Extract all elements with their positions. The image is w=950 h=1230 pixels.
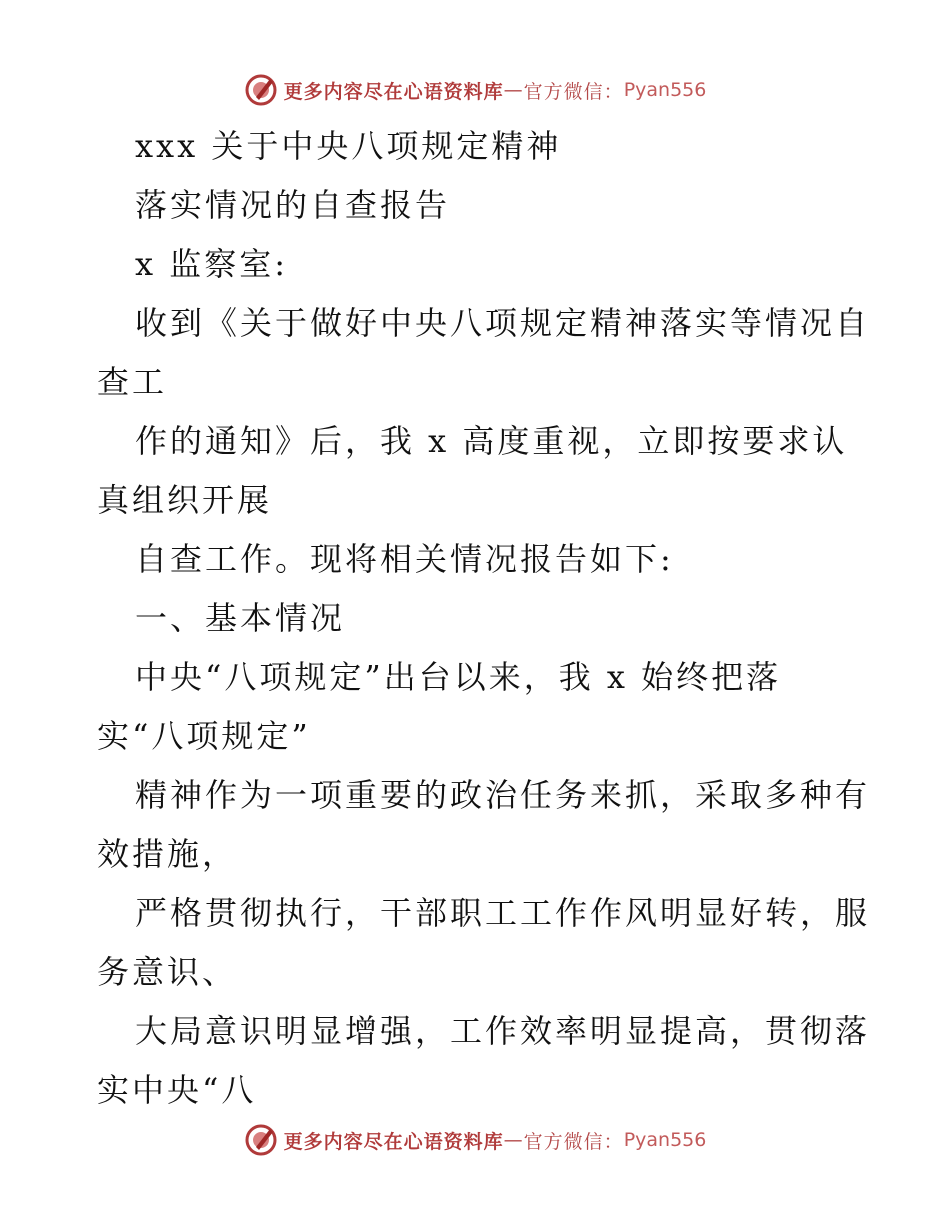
paragraph-line: 查工 bbox=[97, 363, 168, 401]
pen-logo-icon bbox=[244, 73, 278, 107]
watermark-wechat-id: Pyan556 bbox=[623, 1129, 707, 1151]
section-heading: 一、基本情况 bbox=[135, 599, 346, 637]
header-watermark bbox=[0, 70, 950, 110]
watermark-brand: 更多内容尽在心语资料库 bbox=[283, 80, 504, 103]
pen-logo-icon bbox=[244, 1123, 278, 1157]
watermark-separator: — bbox=[503, 1129, 524, 1151]
paragraph-line: 严格贯彻执行，干部职工工作作风明显好转，服 bbox=[135, 894, 871, 932]
watermark-wechat-label: 官方微信： bbox=[523, 80, 624, 103]
watermark-brand: 更多内容尽在心语资料库 bbox=[283, 1130, 504, 1153]
watermark-wechat-id: Pyan556 bbox=[623, 79, 707, 101]
paragraph-line: 实“八项规定” bbox=[97, 717, 311, 755]
paragraph-line: 真组织开展 bbox=[97, 481, 273, 519]
document-title-line-1: xxx 关于中央八项规定精神 bbox=[135, 127, 562, 165]
paragraph-line: 作的通知》后，我 x 高度重视，立即按要求认 bbox=[135, 422, 848, 460]
paragraph-line: 务意识、 bbox=[97, 953, 238, 991]
watermark-wechat-label: 官方微信： bbox=[523, 1130, 624, 1153]
paragraph-line: 自查工作。现将相关情况报告如下: bbox=[135, 540, 674, 578]
paragraph-line: 实中央“八 bbox=[97, 1071, 257, 1109]
paragraph-line: 中央“八项规定”出台以来，我 x 始终把落 bbox=[135, 658, 782, 696]
paragraph-line: 大局意识明显增强，工作效率明显提高，贯彻落 bbox=[135, 1012, 871, 1050]
paragraph-line: 精神作为一项重要的政治任务来抓，采取多种有 bbox=[135, 776, 871, 814]
document-title-line-2: 落实情况的自查报告 bbox=[135, 186, 451, 224]
paragraph-line: 效措施， bbox=[97, 835, 238, 873]
footer-watermark bbox=[0, 1120, 950, 1160]
watermark-separator: — bbox=[503, 79, 524, 101]
paragraph-line: 收到《关于做好中央八项规定精神落实等情况自 bbox=[135, 304, 871, 342]
document-recipient: x 监察室: bbox=[135, 245, 289, 283]
